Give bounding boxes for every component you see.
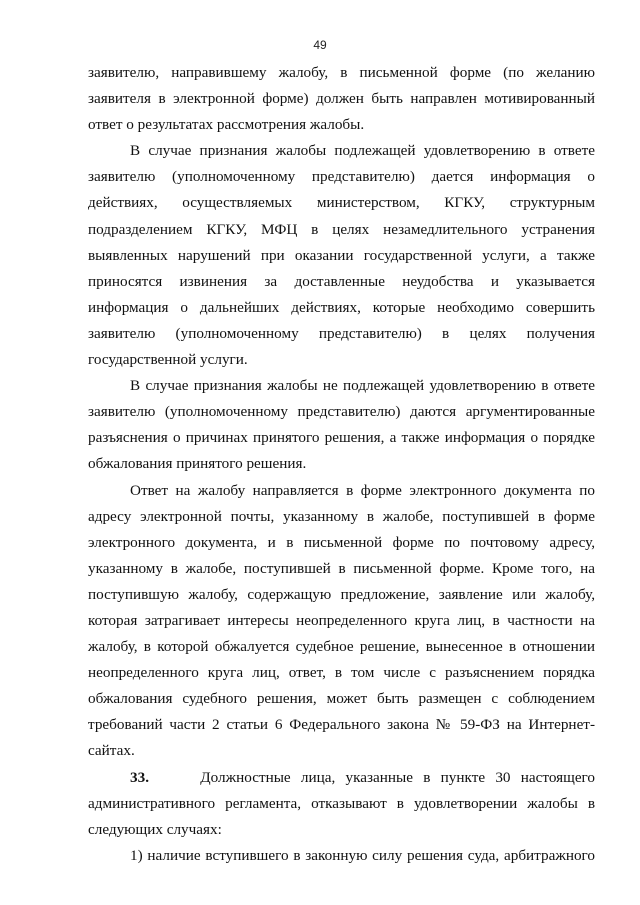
- text-line: поступившую жалобу, содержащую предложение, заявление или жалобу,: [88, 585, 595, 603]
- text-line: заявителю (уполномоченному представителю) даются аргументированные: [88, 403, 595, 421]
- text-line: административного регламента, отказывают в удовлетворении жалобы в: [88, 794, 595, 812]
- text-line: Ответ на жалобу направляется в форме электронного документа по: [130, 481, 595, 499]
- text-line: обжалования принятого решения.: [88, 455, 307, 473]
- text-line: указанному в жалобе, поступившей в письменной форме. Кроме того, на: [88, 559, 595, 577]
- text-line: которая затрагивает интересы неопределенного круга лиц, в частности на: [88, 611, 595, 629]
- text-line: следующих случаях:: [88, 820, 222, 838]
- text-line: заявителя в электронной форме) должен быть направлен мотивированный: [88, 90, 595, 108]
- text-line: государственной услуги.: [88, 351, 248, 369]
- text-line: адресу электронной почты, указанному в жалобе, поступившей в форме: [88, 507, 595, 525]
- text-line: [88, 765, 595, 791]
- text-line: приносятся извинения за доставленные неудобства и указывается: [88, 272, 595, 290]
- text-line: выявленных нарушений при оказании государственной услуги, а также: [88, 246, 595, 264]
- paragraph: [88, 478, 595, 765]
- text-line: жалобу, в которой обжалуется судебное решение, вынесенное в отношении: [88, 638, 595, 656]
- text-line: неопределенного круга лиц, ответ, в том числе с разъяснением порядка: [88, 664, 595, 682]
- text-line: 1) наличие вступившего в законную силу решения суда, арбитражного: [130, 846, 595, 864]
- paragraph: [88, 138, 595, 373]
- text-line: В случае признания жалобы не подлежащей удовлетворению в ответе: [130, 377, 595, 395]
- document-body: [88, 60, 595, 869]
- text-line: информация о дальнейших действиях, которые необходимо совершить: [88, 298, 595, 316]
- text-line: ответ о результатах рассмотрения жалобы.: [88, 116, 365, 134]
- text-line: подразделением КГКУ, МФЦ в целях незамедлительного устранения: [88, 220, 595, 238]
- text-line: электронного документа, и в письменной форме по почтовому адресу,: [88, 533, 595, 551]
- text-line: требований части 2 статьи 6 Федерального закона № 59-ФЗ на Интернет-: [88, 716, 595, 734]
- text-line: заявителю (уполномоченному представителю) в целях получения: [88, 324, 595, 342]
- paragraph: [88, 373, 595, 477]
- list-item-33: [88, 765, 595, 843]
- item-text: Должностные лица, указанные в пункте 30 настоящего: [190, 768, 596, 786]
- paragraph: [88, 60, 595, 138]
- text-line: обжалования судебного решения, может быть размещен с соблюдением: [88, 690, 595, 708]
- text-line: заявителю (уполномоченному представителю) дается информация о: [88, 168, 595, 186]
- subitem-1: [88, 843, 595, 869]
- text-line: разъяснения о причинах принятого решения, а также информация о порядке: [88, 429, 595, 447]
- text-line: заявителю, направившему жалобу, в письменной форме (по желанию: [88, 64, 595, 81]
- item-number: 33.: [130, 768, 149, 786]
- text-line: действиях, осуществляемых министерством, КГКУ, структурным: [88, 194, 595, 212]
- text-line: В случае признания жалобы подлежащей удовлетворению в ответе: [130, 142, 595, 160]
- text-line: сайтах.: [88, 742, 135, 760]
- page-number: 49: [313, 38, 327, 52]
